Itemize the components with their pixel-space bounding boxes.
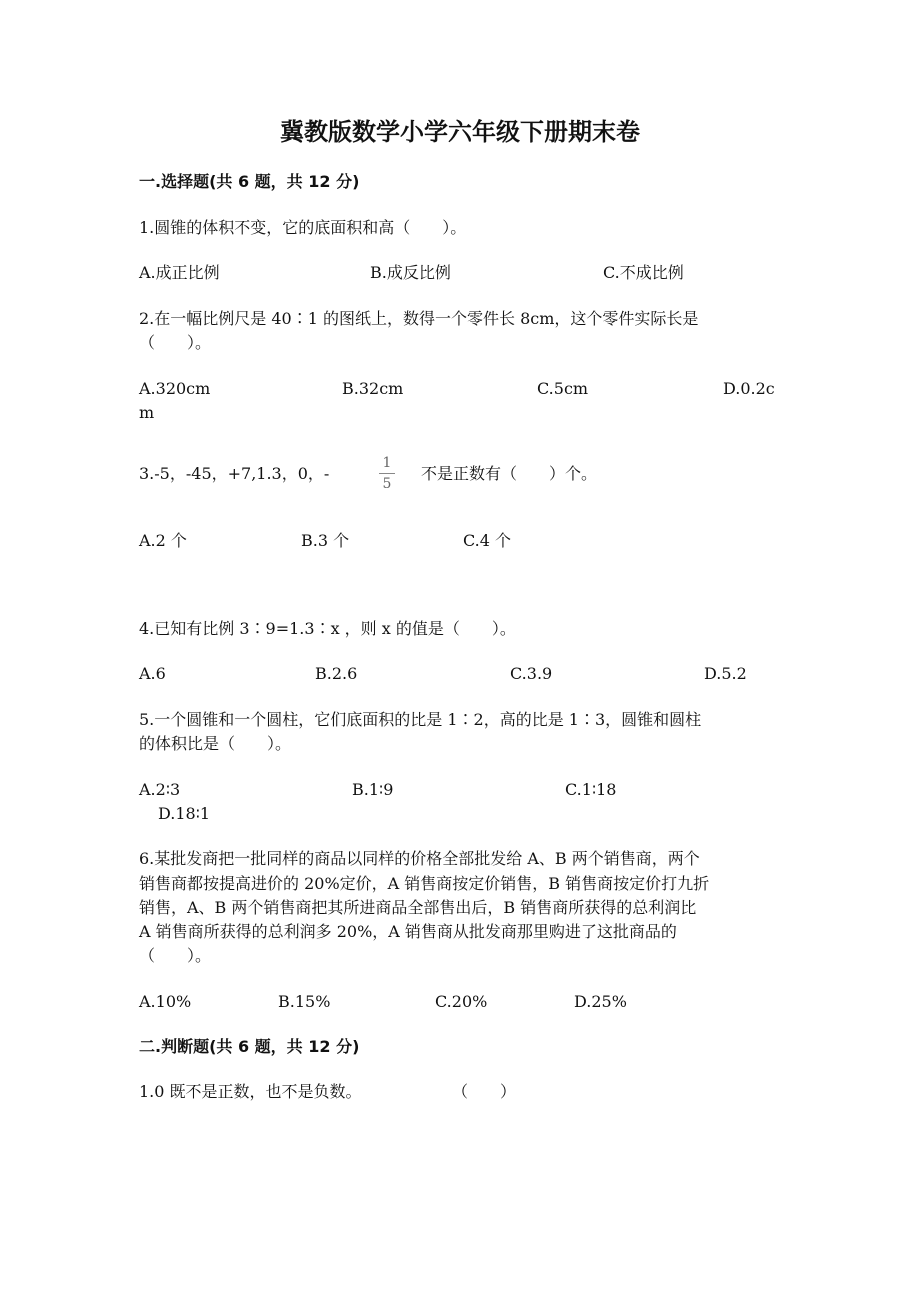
question-6-line4: A 销售商所获得的总利润多 20%，A 销售商从批发商那里购进了这批商品的 — [139, 922, 677, 941]
question-6-line1: 6.某批发商把一批同样的商品以同样的价格全部批发给 A、B 两个销售商，两个 — [139, 849, 700, 868]
section-heading-judgement: 二.判断题(共 6 题，共 12 分) — [139, 1037, 360, 1056]
q1-option-a: A.成正比例 — [139, 263, 220, 282]
q4-option-c: C.3.9 — [510, 664, 553, 683]
q2-option-c: C.5cm — [537, 379, 589, 398]
q6-option-a: A.10% — [139, 992, 192, 1011]
section-heading-choice: 一.选择题(共 6 题，共 12 分) — [139, 172, 360, 191]
q2-option-a: A.320cm — [139, 379, 211, 398]
judgement-1: 1.0 既不是正数，也不是负数。 — [139, 1082, 362, 1101]
question-5-line1: 5.一个圆锥和一个圆柱，它们底面积的比是 1∶2，高的比是 1∶3，圆锥和圆柱 — [139, 710, 702, 729]
fraction-one-fifth — [377, 455, 397, 492]
q3-option-c: C.4 个 — [463, 531, 512, 550]
question-2-line1: 2.在一幅比例尺是 40∶1 的图纸上，数得一个零件长 8cm，这个零件实际长是 — [139, 309, 699, 328]
question-4: 4.已知有比例 3∶9=1.3∶x ，则 x 的值是（ ）。 — [139, 619, 516, 638]
question-3-suffix: 不是正数有（ ）个。 — [421, 464, 598, 483]
q3-option-b: B.3 个 — [301, 531, 350, 550]
q5-option-b: B.1∶9 — [352, 780, 394, 799]
fraction-bar — [379, 473, 395, 474]
q4-option-b: B.2.6 — [315, 664, 358, 683]
fraction-denominator: 5 — [382, 476, 392, 492]
q6-option-d: D.25% — [574, 992, 627, 1011]
judgement-1-answer-blank: （ ） — [452, 1082, 517, 1101]
q3-option-a: A.2 个 — [139, 531, 187, 550]
q5-option-c: C.1∶18 — [565, 780, 617, 799]
question-2-line2: （ ）。 — [139, 333, 212, 352]
q6-option-c: C.20% — [435, 992, 488, 1011]
question-6-line2: 销售商都按提高进价的 20%定价，A 销售商按定价销售，B 销售商按定价打九折 — [139, 874, 710, 893]
q1-option-b: B.成反比例 — [370, 263, 451, 282]
question-5-line2: 的体积比是（ ）。 — [139, 734, 292, 753]
q5-option-a: A.2∶3 — [139, 780, 181, 799]
q1-option-c: C.不成比例 — [603, 263, 684, 282]
q6-option-b: B.15% — [278, 992, 331, 1011]
question-6-line3: 销售，A、B 两个销售商把其所进商品全部售出后，B 销售商所获得的总利润比 — [139, 898, 697, 917]
question-6-line5: （ ）。 — [139, 946, 212, 965]
q4-option-d: D.5.2 — [704, 664, 747, 683]
fraction-numerator: 1 — [382, 455, 392, 471]
q2-option-d-wrap: m — [139, 403, 155, 422]
question-3-prefix: 3.-5，-45，+7,1.3，0，- — [139, 464, 330, 483]
question-1: 1.圆锥的体积不变，它的底面积和高（ ）。 — [139, 218, 467, 237]
q5-option-d: D.18∶1 — [158, 804, 211, 823]
q4-option-a: A.6 — [139, 664, 166, 683]
page-title: 冀教版数学小学六年级下册期末卷 — [280, 118, 640, 146]
q2-option-d: D.0.2c — [723, 379, 775, 398]
q2-option-b: B.32cm — [342, 379, 404, 398]
